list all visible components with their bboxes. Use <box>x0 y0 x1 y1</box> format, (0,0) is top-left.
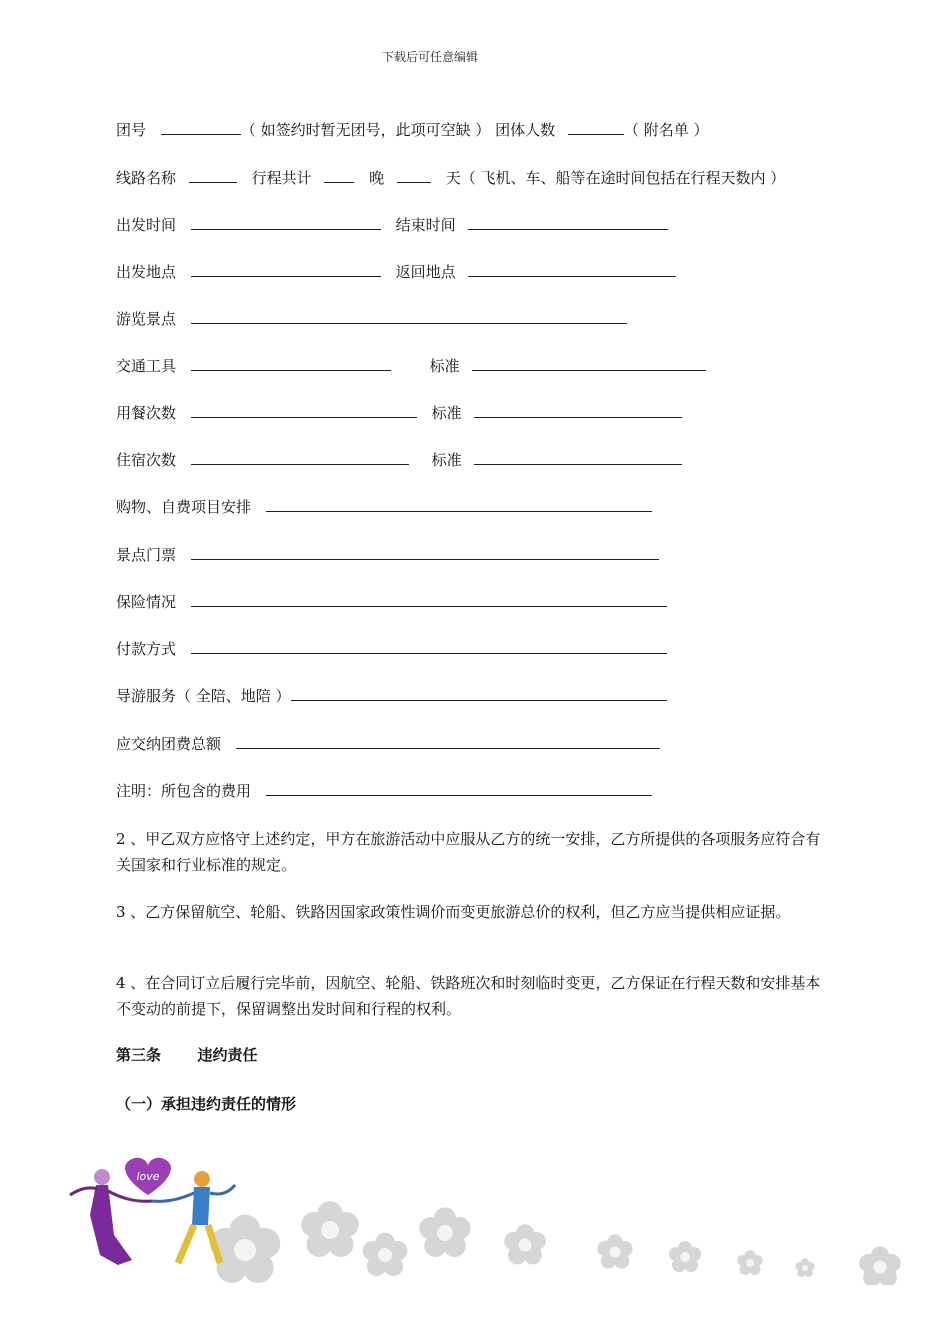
row-insurance <box>116 592 667 612</box>
clause-2: 2 、甲乙双方应恪守上述约定，甲方在旅游活动中应服从乙方的统一安排，乙方所提供的各项服务应符合有关国家和行业标准的规定。 <box>116 830 821 874</box>
blank-transport-standard[interactable] <box>472 356 706 371</box>
clause-4: 4 、在合同订立后履行完毕前，因航空、轮船、铁路班次和时刻临时变更，乙方保证在行程天数和安排基本不变动的前提下，保留调整出发时间和行程的权利。 <box>116 974 821 1018</box>
label-route-name: 线路名称 <box>116 169 177 187</box>
blank-end-time[interactable] <box>468 215 668 230</box>
label-lodging-standard: 标准 <box>431 451 462 469</box>
blank-meals[interactable] <box>191 403 417 418</box>
label-total-fee: 应交纳团费总额 <box>116 735 222 753</box>
subsection-1-heading: （一）承担违约责任的情形 <box>116 1095 297 1113</box>
blank-meals-standard[interactable] <box>474 403 682 418</box>
row-route <box>116 168 785 188</box>
label-lodging: 住宿次数 <box>116 451 177 469</box>
label-group-no: 团号 <box>116 121 147 139</box>
article-3-heading <box>116 1045 258 1065</box>
label-note: 注明：所包含的费用 <box>116 782 252 800</box>
label-end-time: 结束时间 <box>395 216 456 234</box>
label-shopping: 购物、自费项目安排 <box>116 498 252 516</box>
blank-depart-place[interactable] <box>191 262 381 277</box>
page-header: 下载后可任意编辑 <box>381 50 478 64</box>
article-3-number: 第三条 <box>116 1046 162 1064</box>
label-payment: 付款方式 <box>116 640 177 658</box>
blank-guide[interactable] <box>291 686 667 701</box>
blank-return-place[interactable] <box>468 262 676 277</box>
guide-note: （ 全陪、地陪 ） <box>176 687 291 705</box>
label-tickets: 景点门票 <box>116 546 177 564</box>
label-meals: 用餐次数 <box>116 404 177 422</box>
blank-nights[interactable] <box>324 168 354 183</box>
row-total-fee <box>116 734 660 754</box>
blank-insurance[interactable] <box>191 592 667 607</box>
blank-days[interactable] <box>397 168 431 183</box>
row-time <box>116 215 668 235</box>
label-insurance: 保险情况 <box>116 593 177 611</box>
blank-payment[interactable] <box>191 639 667 654</box>
row-payment <box>116 639 667 659</box>
blank-depart-time[interactable] <box>191 215 381 230</box>
blank-group-size[interactable] <box>568 120 624 135</box>
group-size-note: （ 附名单 ） <box>623 121 709 139</box>
row-transport <box>116 356 706 376</box>
blank-shopping[interactable] <box>266 497 652 512</box>
decorative-footer-illustration <box>60 1155 920 1285</box>
label-trip-total: 行程共计 <box>251 169 312 187</box>
row-group-no <box>116 120 708 140</box>
heart-text: love <box>136 1170 160 1183</box>
label-days: 天 <box>445 169 461 187</box>
blank-note[interactable] <box>266 781 652 796</box>
label-transport-standard: 标准 <box>429 357 460 375</box>
group-no-note: （ 如签约时暂无团号，此项可空缺 ） <box>240 121 491 139</box>
row-note <box>116 781 652 801</box>
label-group-size: 团体人数 <box>495 121 556 139</box>
blank-route-name[interactable] <box>189 168 237 183</box>
blank-tickets[interactable] <box>191 545 659 560</box>
blank-attractions[interactable] <box>191 309 627 324</box>
blank-lodging[interactable] <box>191 450 409 465</box>
label-attractions: 游览景点 <box>116 310 177 328</box>
days-note: （ 飞机、车、船等在途时间包括在行程天数内 ） <box>460 169 786 187</box>
label-depart-time: 出发时间 <box>116 216 177 234</box>
label-depart-place: 出发地点 <box>116 263 177 281</box>
row-attractions <box>116 309 627 329</box>
blank-total-fee[interactable] <box>236 734 660 749</box>
label-return-place: 返回地点 <box>395 263 456 281</box>
flower-row <box>210 1201 901 1285</box>
blank-transport[interactable] <box>191 356 391 371</box>
heart-love-icon <box>125 1158 171 1195</box>
label-transport: 交通工具 <box>116 357 177 375</box>
label-guide: 导游服务 <box>116 687 177 705</box>
clause-3: 3 、乙方保留航空、轮船、铁路因国家政策性调价而变更旅游总价的权利，但乙方应当提供相应证据。 <box>116 903 791 921</box>
blank-lodging-standard[interactable] <box>474 450 682 465</box>
row-meals <box>116 403 682 423</box>
label-meals-standard: 标准 <box>431 404 462 422</box>
row-place <box>116 262 676 282</box>
article-3-title: 违约责任 <box>197 1046 258 1064</box>
row-shopping <box>116 497 652 517</box>
blank-group-no[interactable] <box>161 120 241 135</box>
row-lodging <box>116 450 682 470</box>
row-tickets <box>116 545 659 565</box>
row-guide <box>116 686 667 706</box>
label-nights: 晚 <box>369 169 385 187</box>
